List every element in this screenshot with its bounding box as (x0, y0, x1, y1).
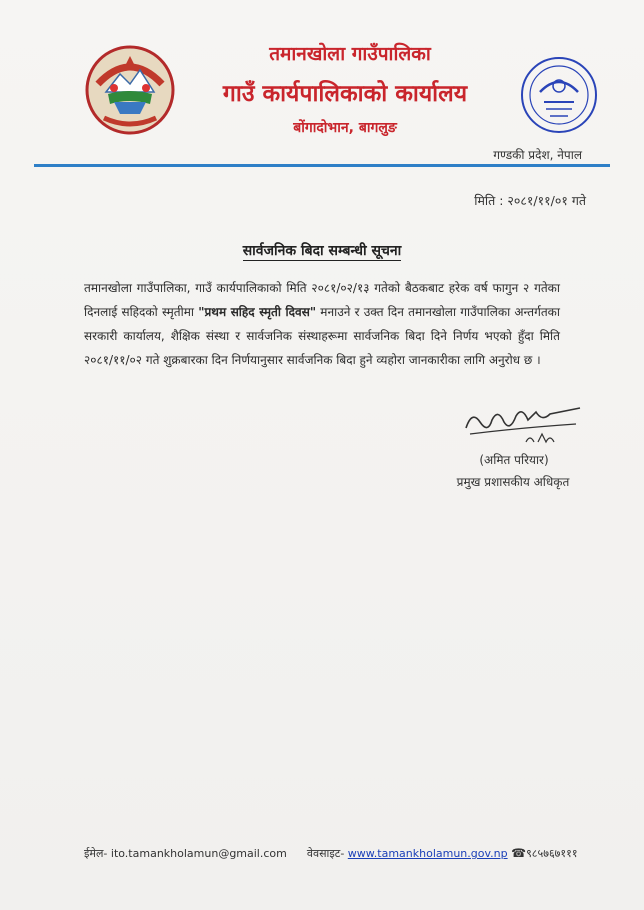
notice-body-highlight: "प्रथम सहिद स्मृती दिवस" (198, 305, 317, 319)
notice-title: सार्वजनिक बिदा सम्बन्धी सूचना (242, 243, 402, 259)
office-address: बोंगादोभान, बागलुङ (293, 120, 397, 136)
footer-phone: ९८५७६७१११ (526, 847, 578, 860)
notice-body-part1: तमानखोला गाउँपालिका, गाउँ कार्यपालिकाको मिति २०८१/०२/१३ गतेको बैठकबाट हरेक वर्ष फागुन २ गतेका दिनलाई सहिदको स्मृतीमा (84, 281, 560, 319)
footer-website-link[interactable]: www.tamankholamun.gov.np (347, 847, 508, 860)
phone-icon: ☎ (511, 846, 527, 860)
header-divider (34, 164, 610, 167)
footer-email: ईमेल- ito.tamankholamun@gmail.com (84, 847, 287, 860)
municipality-name: तमानखोला गाउँपालिका (269, 43, 431, 65)
signatory-name: (अमित परियार) (479, 453, 549, 467)
office-name: गाउँ कार्यपालिकाको कार्यालय (222, 81, 468, 107)
notice-body-part2: मनाउने र उक्त दिन तमानखोला गाउँपालिका अन्तर्गतका सरकारी कार्यालय, शैक्षिक संस्था र सार्वजनिक संस्थाहरूमा सार्वजनिक बिदा दिने निर्णय भएको हुँदा मिति २०८१/११/०२ गते शुक्रबारका दिन निर्णयानुसार सार्वजनिक बिदा हुने व्यहोरा जानकारीका लागि अनुरोध छ । (84, 305, 560, 367)
notice-title-wrap (0, 240, 644, 260)
handwritten-signature-icon (458, 398, 588, 450)
letter-date: मिति : २०८१/११/०१ गते (474, 193, 586, 208)
footer (84, 846, 578, 861)
signatory-designation: प्रमुख प्रशासकीय अधिकृत (456, 475, 570, 489)
province-label: गण्डकी प्रदेश, नेपाल (493, 148, 582, 162)
nepal-emblem-icon (84, 44, 176, 136)
footer-website-label: वेवसाइट- (306, 847, 348, 860)
office-stamp-icon (518, 54, 600, 136)
notice-body (84, 276, 560, 372)
